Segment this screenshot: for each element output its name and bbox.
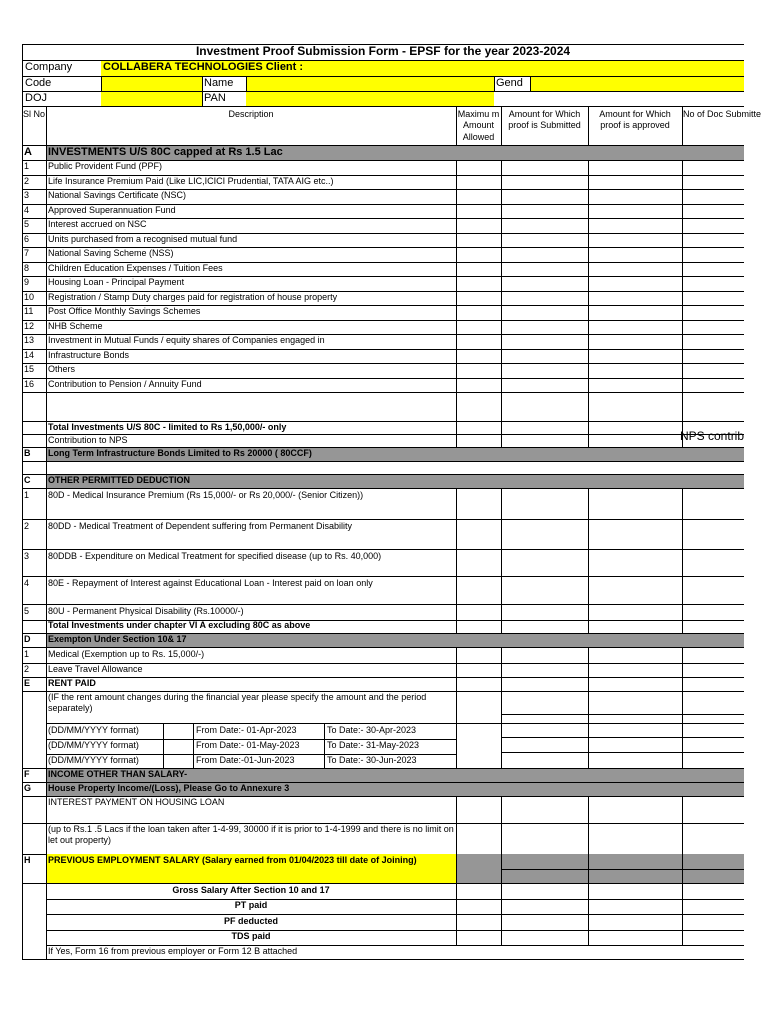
pan-field[interactable]: [246, 92, 494, 106]
investment-item: NHB Scheme: [48, 320, 103, 331]
section-f-letter: F: [24, 769, 30, 779]
gender-label: Gend: [496, 77, 523, 89]
investment-item: Registration / Stamp Duty charges paid for registration of house property: [48, 291, 338, 302]
row-number: 7: [24, 248, 30, 258]
section-g-title: House Property Income/(Loss), Please Go to Annexure 3: [48, 783, 290, 793]
total-chapter-via: Total Investments under chapter VI A excluding 80C as above: [48, 620, 311, 630]
rent-to-date: To Date:- 31-May-2023: [327, 740, 420, 750]
gridline-v: [494, 77, 495, 91]
pan-label: PAN: [204, 92, 226, 104]
gridline-h: [501, 714, 744, 715]
rent-from-date: From Date:-01-Jun-2023: [196, 755, 295, 765]
row-number: 2: [24, 521, 30, 531]
gridline-v: [456, 796, 457, 854]
row-number: 3: [24, 190, 30, 200]
row-number: 5: [24, 219, 30, 229]
investment-item: Children Education Expenses / Tuition Fees: [48, 262, 223, 273]
section-b-title: Long Term Infrastructure Bonds Limited to Rs 20000 ( 80CCF): [48, 448, 312, 458]
section-d-title: Exempton Under Section 10& 17: [48, 634, 187, 644]
section-e-title: RENT PAID: [48, 678, 96, 688]
gridline-h: [22, 434, 744, 435]
gridline-v: [46, 160, 47, 447]
investment-item: Others: [48, 364, 76, 374]
section-a-letter: A: [24, 146, 32, 158]
col-amount-submitted: Amount for Which proof is Submitted: [508, 109, 581, 131]
gridline-v: [682, 488, 683, 633]
doj-field[interactable]: [101, 92, 202, 106]
gridline-v: [46, 447, 47, 461]
gridline-v: [588, 796, 589, 854]
gridline-v: [682, 107, 683, 145]
gridline-v: [682, 796, 683, 854]
gridline-v: [46, 145, 47, 160]
gridline-v: [456, 160, 457, 447]
row-line: [22, 549, 744, 550]
rent-note: (IF the rent amount changes during the financial year please specify the amount and the period separately): [48, 692, 427, 714]
name-label: Name: [204, 77, 234, 89]
nps-side-note: NPS contrib: [680, 429, 745, 443]
gridline-v: [501, 107, 502, 145]
gridline-v: [324, 723, 325, 768]
housing-interest-label: INTEREST PAYMENT ON HOUSING LOAN: [48, 797, 225, 807]
rent-from-date: From Date:- 01-May-2023: [196, 740, 300, 750]
gridline-v: [501, 648, 502, 768]
investment-item: Contribution to Pension / Annuity Fund: [48, 378, 202, 389]
gridline-v: [46, 768, 47, 782]
company-value: COLLABERA TECHNOLOGIES Client :: [103, 61, 304, 73]
deduction-item: 80D - Medical Insurance Premium (Rs 15,000/- or Rs 20,000/- (Senior Citizen)): [48, 490, 364, 500]
gridline-v: [456, 854, 457, 945]
gridline-h: [501, 737, 744, 738]
date-format-hint: (DD/MM/YYYY format): [48, 740, 139, 750]
exemption-item: Leave Travel Allowance: [48, 663, 143, 674]
col-docs-submitted: No of Doc Submitte: [682, 109, 762, 119]
row-number: 8: [24, 262, 30, 273]
gridline-h: [22, 647, 744, 648]
gridline-v: [46, 782, 47, 796]
gridline-v: [530, 77, 531, 91]
gridline-v: [46, 648, 47, 768]
row-number: 9: [24, 277, 30, 287]
row-line: [22, 363, 744, 364]
row-number: 4: [24, 204, 30, 215]
gridline-v: [501, 854, 502, 945]
gridline-v: [588, 488, 589, 633]
gridline-h: [46, 723, 744, 724]
section-h-letter: H: [24, 855, 31, 865]
gridline-v: [501, 488, 502, 633]
frame-bottom: [22, 959, 744, 960]
gridline-h: [501, 752, 744, 753]
gridline-h: [501, 869, 744, 870]
row-number: 16: [24, 378, 35, 389]
row-line: [22, 392, 744, 393]
row-line: [22, 576, 744, 577]
section-c-letter: C: [24, 475, 31, 485]
gridline-h: [22, 488, 744, 489]
gridline-v: [501, 796, 502, 854]
section-f-title: INCOME OTHER THAN SALARY-: [48, 769, 188, 779]
gridline-v: [682, 160, 683, 447]
row-number: 1: [24, 490, 30, 500]
gridline-v: [456, 648, 457, 768]
row-line: [22, 677, 744, 678]
investment-item: Interest accrued on NSC: [48, 219, 147, 229]
prev-employment-row: PF deducted: [223, 915, 278, 926]
section-b-letter: B: [24, 448, 31, 458]
row-number: 10: [24, 291, 35, 302]
gridline-v: [682, 648, 683, 768]
rent-to-date: To Date:- 30-Apr-2023: [327, 725, 417, 735]
investment-item: Life Insurance Premium Paid (Like LIC,ICICI Prudential, TATA AIG etc..): [48, 175, 334, 186]
row-number: 15: [24, 364, 35, 374]
section-e-letter: E: [24, 678, 31, 688]
investment-item: National Savings Certificate (NSC): [48, 190, 187, 200]
row-line: [22, 320, 744, 321]
section-g-letter: G: [24, 783, 32, 793]
section-a-title: INVESTMENTS U/S 80C capped at Rs 1.5 Lac: [48, 146, 283, 158]
housing-interest-note: (up to Rs.1 .5 Lacs if the loan taken after 1-4-99, 30000 if it is prior to 1-4-1999 and there is no limit on let out property): [48, 824, 454, 846]
row-number: 13: [24, 335, 35, 345]
form-title: Investment Proof Submission Form - EPSF for the year 2023-2024: [195, 44, 571, 58]
prev-employment-row: Gross Salary After Section 10 and 17: [172, 884, 330, 895]
gridline-v: [588, 107, 589, 145]
row-number: 4: [24, 578, 30, 588]
row-number: 11: [24, 306, 34, 316]
investment-item: Units purchased from a recognised mutual fund: [48, 233, 238, 244]
row-number: 1: [24, 649, 30, 659]
row-line: [22, 349, 744, 350]
investment-item: Investment in Mutual Funds / equity shares of Companies engaged in: [48, 335, 325, 345]
prev-employment-row: PT paid: [234, 900, 268, 910]
nps-contribution: Contribution to NPS: [48, 435, 128, 445]
row-number: 3: [24, 551, 30, 561]
total-80c: Total Investments U/S 80C - limited to Rs 1,50,000/- only: [48, 422, 287, 432]
col-amount-approved: Amount for Which proof is approved: [599, 109, 671, 131]
exemption-item: Medical (Exemption up to Rs. 15,000/-): [48, 649, 205, 659]
section-c-title: OTHER PERMITTED DEDUCTION: [48, 475, 191, 485]
deduction-item: 80DD - Medical Treatment of Dependent suffering from Permanent Disability: [48, 521, 352, 531]
gridline-h: [22, 461, 744, 462]
gridline-v: [456, 107, 457, 145]
gridline-h: [22, 106, 744, 107]
gridline-v: [682, 854, 683, 945]
gridline-v: [588, 854, 589, 945]
gridline-v: [193, 723, 194, 768]
gridline-v: [588, 648, 589, 768]
gridline-v: [46, 796, 47, 854]
code-label: Code: [25, 77, 52, 89]
prev-employment-row: TDS paid: [231, 931, 271, 941]
investment-item: National Saving Scheme (NSS): [48, 248, 174, 258]
investment-item: Public Provident Fund (PPF): [48, 161, 163, 171]
gridline-v: [501, 160, 502, 447]
row-number: 2: [24, 175, 30, 186]
gridline-v: [456, 488, 457, 633]
col-max-allowed: Maximu m Amount Allowed: [457, 109, 500, 142]
gridline-v: [163, 723, 164, 768]
row-number: 12: [24, 320, 35, 331]
code-field[interactable]: [101, 77, 202, 91]
gridline-v: [46, 488, 47, 633]
rent-to-date: To Date:- 30-Jun-2023: [327, 755, 417, 765]
col-sl-no: Sl No: [22, 109, 45, 119]
company-label: Company: [25, 61, 73, 73]
gridline-v: [46, 633, 47, 647]
date-format-hint: (DD/MM/YYYY format): [48, 755, 139, 765]
row-number: 14: [24, 349, 35, 360]
gridline-v: [46, 474, 47, 488]
gridline-v: [46, 461, 47, 474]
investment-item: Housing Loan - Principal Payment: [48, 277, 185, 287]
investment-item: Post Office Monthly Savings Schemes: [48, 306, 201, 316]
row-line: [22, 604, 744, 605]
investment-item: Approved Superannuation Fund: [48, 204, 176, 215]
deduction-item: 80DDB - Expenditure on Medical Treatment for specified disease (up to Rs. 40,000): [48, 551, 382, 561]
row-number: 6: [24, 233, 30, 244]
max-allowed-column-a: [456, 160, 501, 422]
form16-note: If Yes, Form 16 from previous employer or Form 12 B attached: [48, 946, 298, 956]
row-number: 1: [24, 161, 30, 171]
row-line: [22, 519, 744, 520]
deduction-item: 80U - Permanent Physical Disability (Rs.10000/-): [48, 606, 244, 616]
name-field[interactable]: [246, 77, 494, 91]
gridline-v: [588, 160, 589, 447]
gender-field[interactable]: [530, 77, 744, 91]
row-number: 5: [24, 606, 30, 616]
date-format-hint: (DD/MM/YYYY format): [48, 725, 139, 735]
deduction-item: 80E - Repayment of Interest against Educational Loan - Interest paid on loan only: [48, 578, 373, 588]
section-d-letter: D: [24, 634, 31, 644]
gridline-v: [46, 107, 47, 145]
section-h-title: PREVIOUS EMPLOYMENT SALARY (Salary earned from 01/04/2023 till date of Joining): [48, 855, 417, 865]
rent-from-date: From Date:- 01-Apr-2023: [196, 725, 297, 735]
col-description: Description: [228, 109, 274, 119]
row-number: 2: [24, 663, 30, 674]
doj-label: DOJ: [25, 92, 47, 104]
investment-item: Infrastructure Bonds: [48, 349, 130, 360]
